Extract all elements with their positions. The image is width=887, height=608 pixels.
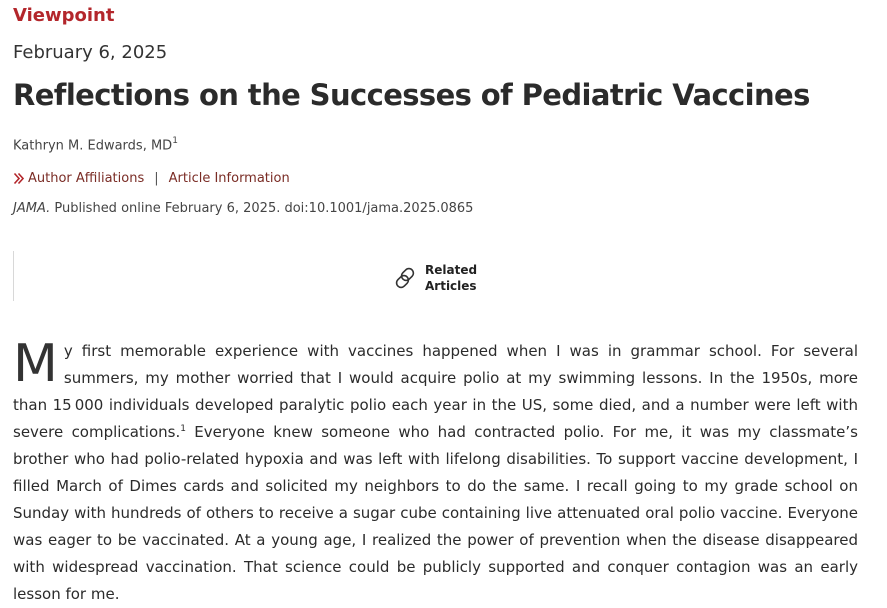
author-affiliation-ref[interactable]: 1 <box>172 136 178 146</box>
publication-date: February 6, 2025 <box>13 42 168 63</box>
citation-line <box>13 201 473 216</box>
section-label[interactable]: Viewpoint <box>13 5 115 26</box>
link-icon <box>392 265 418 291</box>
body-text-part2: Everyone knew someone who had contracted polio. For me, it was my classmate’s brother who had polio-related hypoxia and was left with lifelong disabilities. To support vaccine development, I filled March of Dimes cards and solicited my neighbors to do the same. I recall going to my grade school on Sunday with hundreds of others to receive a sugar cube containing live attenuated oral polio vaccine. Everyone was eager to be vaccinated. At a young age, I realized the power of prevention when the disease disappeared with widespread vaccination. That science could be publicly supported and conquer contagion was an early lesson for me. <box>13 423 858 603</box>
related-label-line1: Related <box>425 263 478 277</box>
related-articles-button[interactable] <box>392 262 485 294</box>
body-text-part1: y first memorable experience with vaccines happened when I was in grammar school. For several summers, my mother worried that I would acquire polio at my swimming lessons. In the 1950s, more than 15 000 individuals developed paralytic polio each year in the US, some died, and a number were left with severe complications. <box>13 342 858 441</box>
article-information-link[interactable]: Article Information <box>168 171 290 186</box>
article-title: Reflections on the Successes of Pediatric Vaccines <box>13 78 810 112</box>
article-meta-links <box>13 171 290 186</box>
related-label-line2: Articles <box>425 279 477 293</box>
author-affiliations-link[interactable]: Author Affiliations <box>28 171 145 186</box>
author-line <box>13 137 178 153</box>
related-articles-panel <box>13 251 834 301</box>
article-body-paragraph <box>13 334 858 608</box>
meta-separator: | <box>154 171 159 186</box>
related-articles-label <box>425 262 485 294</box>
drop-cap: M <box>13 334 58 394</box>
citation-details: Published online February 6, 2025. doi:10.1001/jama.2025.0865 <box>50 201 474 216</box>
journal-name: JAMA. <box>13 201 51 216</box>
author-name[interactable]: Kathryn M. Edwards, MD <box>13 138 173 154</box>
double-chevron-right-icon <box>13 172 25 185</box>
reference-link[interactable]: 1 <box>180 424 186 434</box>
